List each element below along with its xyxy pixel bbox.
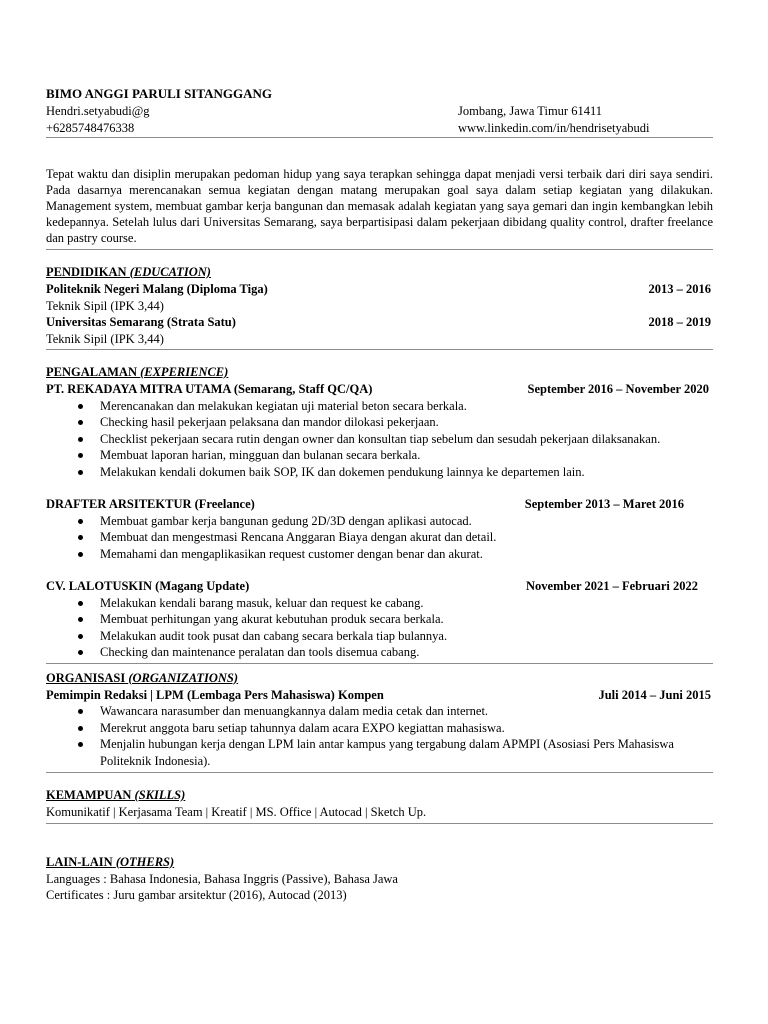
- phone: +6285748476338: [46, 121, 135, 135]
- education-dates: 2018 – 2019: [648, 315, 711, 329]
- divider: [46, 249, 713, 250]
- school-name: Politeknik Negeri Malang (Diploma Tiga): [46, 282, 268, 296]
- organization-entry: [46, 687, 713, 704]
- education-dates: 2013 – 2016: [648, 282, 711, 296]
- education-entry: [46, 281, 713, 298]
- email: Hendri.setyabudi@g: [46, 104, 150, 118]
- organization-bullets: [46, 703, 713, 769]
- resume-page: [46, 86, 713, 904]
- job-company: PT. REKADAYA MITRA UTAMA (Semarang, Staff QC/QA): [46, 382, 373, 396]
- skills-list: Komunikatif | Kerjasama Team | Kreatif | MS. Office | Autocad | Sketch Up.: [46, 805, 427, 819]
- certificates-line: Certificates : Juru gambar arsitektur (2016), Autocad (2013): [46, 888, 347, 902]
- education-detail: Teknik Sipil (IPK 3,44): [46, 298, 164, 313]
- list-item: Melakukan kendali dokumen baik SOP, IK dan dokemen pendukung lainnya ke departemen lain.: [100, 464, 713, 481]
- list-item: Melakukan kendali barang masuk, keluar dan request ke cabang.: [100, 595, 713, 612]
- list-item: Membuat gambar kerja bangunan gedung 2D/3D dengan aplikasi autocad.: [100, 513, 713, 530]
- languages-line: Languages : Bahasa Indonesia, Bahasa Inggris (Passive), Bahasa Jawa: [46, 871, 398, 886]
- list-item: Checking dan maintenance peralatan dan tools disemua cabang.: [100, 644, 713, 661]
- list-item: Membuat perhitungan yang akurat kebutuhan produk secara berkala.: [100, 611, 713, 628]
- job-bullets: [46, 513, 713, 563]
- school-name: Universitas Semarang (Strata Satu): [46, 315, 236, 329]
- job-company: CV. LALOTUSKIN (Magang Update): [46, 579, 250, 593]
- organization-dates: Juli 2014 – Juni 2015: [598, 687, 711, 702]
- list-item: Checking hasil pekerjaan pelaksana dan mandor dilokasi pekerjaan.: [100, 414, 713, 431]
- organizations-section-title: ORGANISASI (ORGANIZATIONS): [46, 670, 239, 685]
- list-item: Membuat laporan harian, mingguan dan bulanan secara berkala.: [100, 447, 713, 464]
- experience-section-title: PENGALAMAN (EXPERIENCE): [46, 365, 229, 379]
- organization-role: Pemimpin Redaksi | LPM (Lembaga Pers Mahasiswa) Kompen: [46, 687, 384, 702]
- list-item: Menjalin hubungan kerja dengan LPM lain antar kampus yang tergabung dalam APMPI (Asosiasi Pers Mahasiswa Politeknik Indonesia).: [100, 736, 713, 769]
- list-item: Membuat dan mengestmasi Rencana Anggaran Biaya dengan akurat dan detail.: [100, 529, 713, 546]
- contact-row-2: [46, 120, 713, 137]
- job-entry: [46, 496, 713, 513]
- divider: [46, 663, 713, 664]
- list-item: Melakukan audit took pusat dan cabang secara berkala tiap bulannya.: [100, 628, 713, 645]
- contact-row-1: [46, 103, 713, 120]
- job-dates: September 2016 – November 2020: [527, 382, 709, 396]
- job-bullets: [46, 595, 713, 661]
- list-item: Merencanakan dan melakukan kegiatan uji material beton secara berkala.: [100, 398, 713, 415]
- divider: [46, 823, 713, 824]
- divider: [46, 772, 713, 773]
- education-entry: [46, 314, 713, 331]
- job-dates: November 2021 – Februari 2022: [526, 579, 698, 593]
- skills-section-title: KEMAMPUAN (SKILLS): [46, 788, 186, 802]
- summary-paragraph: Tepat waktu dan disiplin merupakan pedoman hidup yang saya terapkan sehingga dapat menjadi versi terbaik dari diri saya sendiri. Pada dasarnya merencanakan semua kegiatan dengan matang merupakan goal saya dalam setiap kegiatan yang dilakukan. Management system, membuat gambar kerja bangunan dan memasak adalah kegiatan yang saya gemari dan ingin kembangkan lebih kedepannya. Setelah lulus dari Universitas Semarang, saya berpartisipasi dalam pekerjaan dibidang quality control, drafter freelance dan pastry course.: [46, 167, 713, 245]
- candidate-name: BIMO ANGGI PARULI SITANGGANG: [46, 86, 272, 101]
- location: Jombang, Jawa Timur 61411: [458, 104, 602, 118]
- list-item: Checklist pekerjaan secara rutin dengan owner dan konsultan tiap sebelum dan sesudah pekerjaan dilaksanakan.: [100, 431, 713, 448]
- job-company: DRAFTER ARSITEKTUR (Freelance): [46, 497, 255, 511]
- list-item: Merekrut anggota baru setiap tahunnya dalam acara EXPO kegiattan mahasiswa.: [100, 720, 713, 737]
- list-item: Wawancara narasumber dan menuangkannya dalam media cetak dan internet.: [100, 703, 713, 720]
- job-entry: [46, 578, 713, 595]
- job-dates: September 2013 – Maret 2016: [524, 497, 684, 511]
- list-item: Memahami dan mengaplikasikan request customer dengan benar dan akurat.: [100, 546, 713, 563]
- others-section-title: LAIN-LAIN (OTHERS): [46, 854, 175, 869]
- job-bullets: [46, 398, 713, 481]
- divider: [46, 349, 713, 350]
- linkedin-url: www.linkedin.com/in/hendrisetyabudi: [458, 121, 650, 135]
- divider: [46, 137, 713, 138]
- job-entry: [46, 381, 713, 398]
- education-detail: Teknik Sipil (IPK 3,44): [46, 331, 164, 346]
- education-section-title: PENDIDIKAN (EDUCATION): [46, 265, 211, 279]
